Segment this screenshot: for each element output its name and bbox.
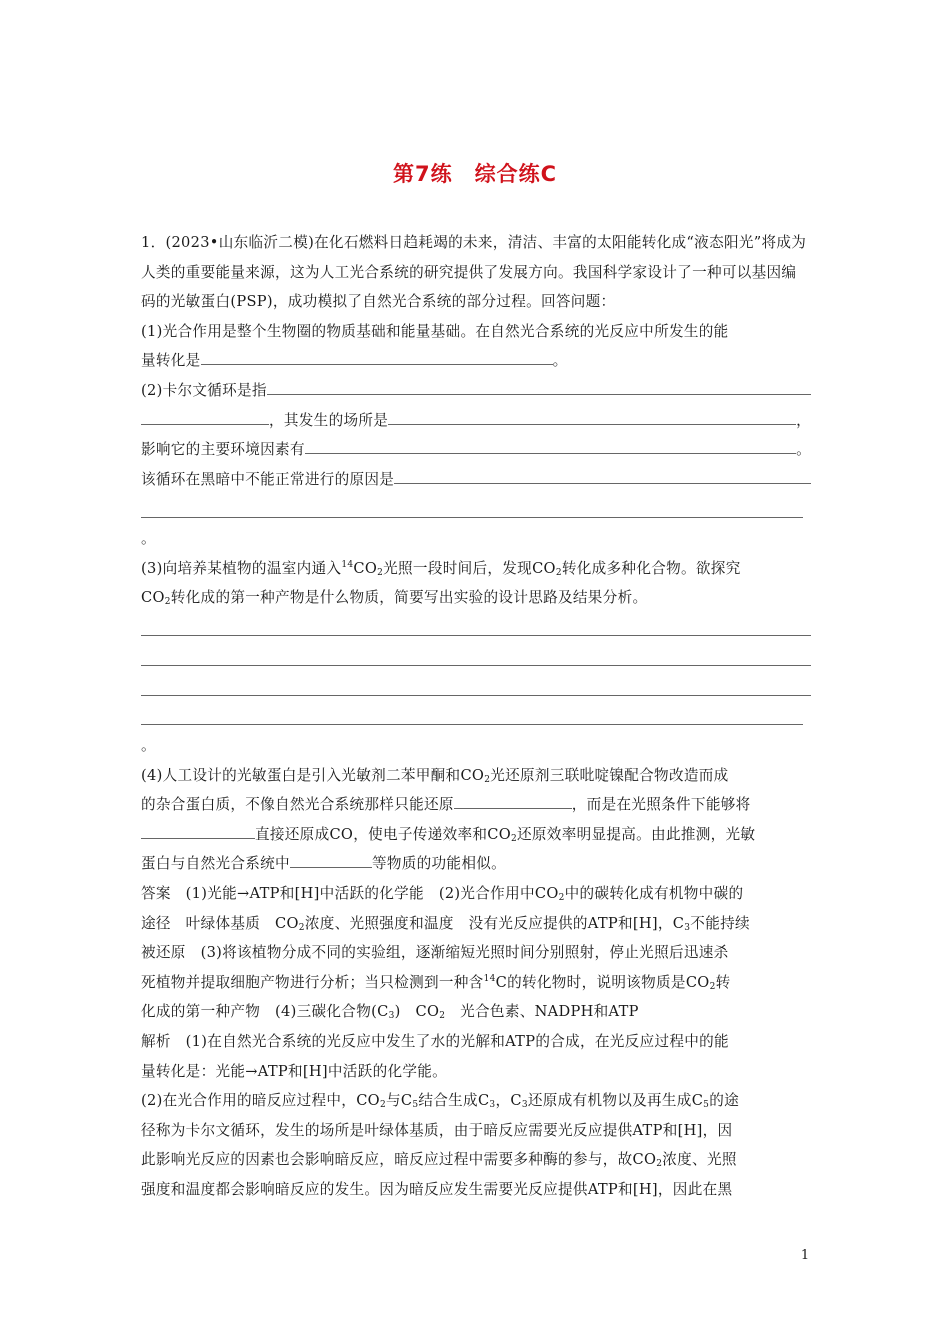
q1-4-line-c: 直接还原成CO，使电子传递效率和$CO_2$还原效率明显提高。由此推测，光敏 (141, 820, 811, 850)
q1-3-end: 。 (141, 737, 156, 755)
q1-1-prompt: (1)光合作用是整个生物圈的物质基础和能量基础。在自然光合系统的光反应中所发生的能 (141, 322, 729, 340)
q1-3-prompt-2: $CO_2$转化成的第一种产物是什么物质，简要写出实验的设计思路及结果分析。 (141, 589, 648, 608)
q1-intro: 1．(2023•山东临沂二模)在化石燃料日趋耗竭的未来，清洁、丰富的太阳能转化成“液态阳光”将成为人类的重要能量来源，这为人工光合系统的研究提供了发展方向。我国科学家设计了一种可以基因编码的光敏蛋白(PSP)，成功模拟了自然光合系统的部分过程。回答问题： (141, 234, 807, 311)
answer-line[interactable] (141, 702, 811, 732)
q1-4-line-b: 的杂合蛋白质，不像自然光合系统那样只能还原 ，而是在光照条件下能够将 (141, 790, 811, 820)
q1-3-prompt: (3)向培养某植物的温室内通入$^{14}CO_2$光照一段时间后，发现$CO_2$转化成多种化合物。欲探究 (141, 559, 741, 578)
analysis-line-6: 强度和温度都会影响暗反应的发生。因为暗反应发生需要光反应提供ATP和[H]，因此在黑 (141, 1181, 733, 1198)
page-title: 第7练 综合练C (392, 162, 558, 186)
q1-2-line-a: (2)卡尔文循环是指 (141, 376, 811, 406)
answer-blank[interactable] (141, 820, 255, 839)
answer-blank[interactable] (454, 790, 572, 809)
answer-line[interactable] (141, 494, 811, 524)
q1-4-line-d: 蛋白与自然光合系统中 等物质的功能相似。 (141, 849, 811, 879)
analysis-line-1: 解析 (1)在自然光合系统的光反应中发生了水的光解和ATP的合成，在光反应过程中的能 (141, 1033, 729, 1051)
q1-4-line-a: (4)人工设计的光敏蛋白是引入光敏剂二苯甲酮和$CO_2$光还原剂三联吡啶镍配合物改造而成 (141, 766, 729, 785)
answer-blank[interactable] (394, 465, 811, 484)
answer-line[interactable] (141, 672, 811, 702)
answer-line-4: 死植物并提取细胞产物进行分析；当只检测到一种含$^{14}$C的转化物时，说明该物质是$CO_2$转 (141, 973, 731, 992)
answer-blank[interactable] (201, 346, 553, 365)
q1-2-line-c: 影响它的主要环境因素有 。 (141, 435, 811, 465)
analysis-line-3: (2)在光合作用的暗反应过程中，$CO_2$与$C_5$结合生成$C_3$，$C_3$还原成有机物以及再生成$C_5$的途 (141, 1092, 739, 1111)
answer-blank[interactable] (305, 435, 796, 454)
q1-2-line-d: 该循环在黑暗中不能正常进行的原因是 (141, 465, 811, 495)
analysis-line-5: 此影响光反应的因素也会影响暗反应，暗反应过程中需要多种酶的参与，故$CO_2$浓度、光照 (141, 1151, 737, 1170)
answer-blank[interactable] (388, 406, 796, 425)
q1-2-end: 。 (141, 529, 156, 547)
page-number: 1 (800, 1248, 810, 1263)
answer-line[interactable] (141, 642, 811, 672)
answer-line-1: 答案 (1)光能→ATP和[H]中活跃的化学能 (2)光合作用中$CO_2$中的碳转化成有机物中碳的 (141, 885, 744, 904)
answer-blank[interactable] (290, 849, 372, 868)
question-body (141, 228, 811, 1205)
answer-line-2: 途径 叶绿体基质 $CO_2$浓度、光照强度和温度 没有光反应提供的ATP和[H]，$C_3$不能持续 (141, 914, 750, 933)
answer-line-5: 化成的第一种产物 (4)三碳化合物$(C_3)$ $CO_2$ 光合色素、NADPH和ATP (141, 1003, 639, 1022)
q1-1-line: 量转化是 。 (141, 346, 811, 376)
analysis-line-4: 径称为卡尔文循环，发生的场所是叶绿体基质，由于暗反应需要光反应提供ATP和[H]，因 (141, 1121, 733, 1139)
analysis-line-2: 量转化是：光能→ATP和[H]中活跃的化学能。 (141, 1062, 448, 1080)
answer-blank[interactable] (267, 376, 811, 395)
answer-blank[interactable] (141, 406, 269, 425)
q1-2-line-b: ，其发生的场所是 ， (141, 406, 811, 436)
answer-line[interactable] (141, 613, 811, 643)
answer-line-3: 被还原 (3)将该植物分成不同的实验组，逐渐缩短光照时间分别照射，停止光照后迅速杀 (141, 944, 729, 962)
